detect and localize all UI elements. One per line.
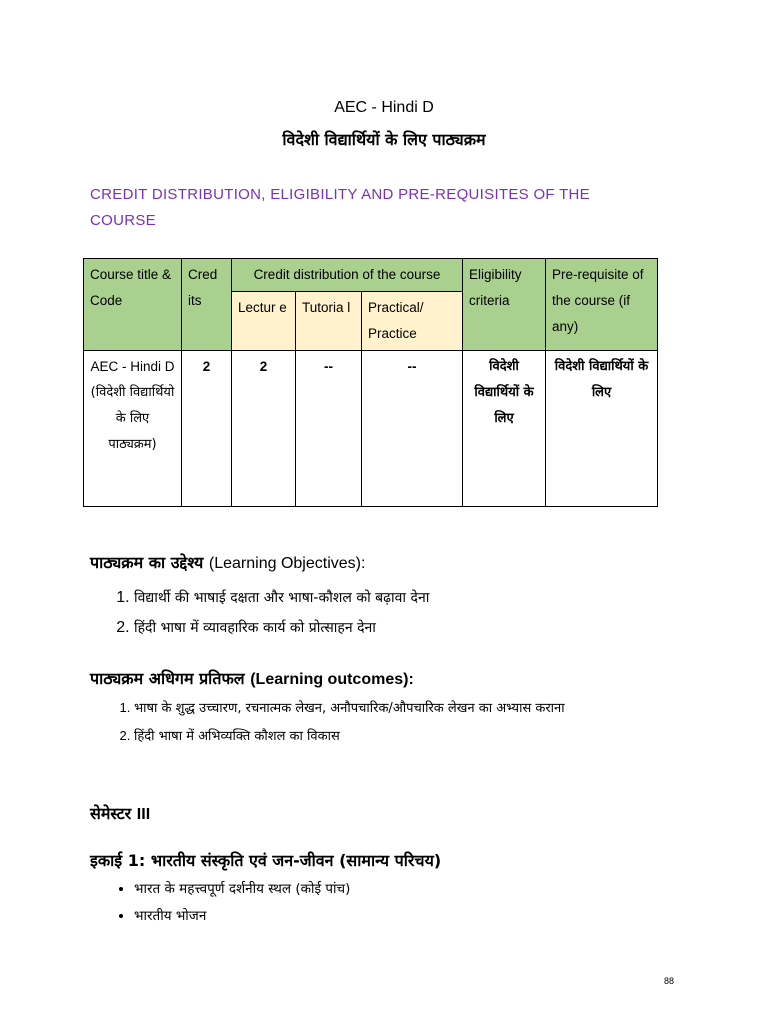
unit-heading: इकाई 1: भारतीय संस्कृति एवं जन-जीवन (सामान्य परिचय) (90, 851, 442, 870)
cell-credits: 2 (182, 351, 232, 507)
course-title: AEC - Hindi D (334, 99, 434, 116)
header-practical: Practical/ Practice (362, 292, 463, 351)
outcomes-heading-hindi: पाठ्यक्रम अधिगम प्रतिफल (90, 669, 245, 688)
unit-topics-list (90, 876, 350, 930)
objectives-heading-english: (Learning Objectives): (208, 555, 366, 572)
semester-number: III (136, 806, 151, 823)
header-lecture: Lectur e (232, 292, 296, 351)
cell-course-title-en: AEC - Hindi D (90, 359, 175, 374)
semester-heading (90, 802, 150, 824)
objectives-list (90, 583, 429, 643)
list-item: • भारतीय भोजन (134, 903, 350, 930)
header-credit-distribution: Credit distribution of the course (232, 259, 463, 292)
cell-practical: -- (362, 351, 463, 507)
outcomes-heading (90, 667, 414, 689)
list-item: 1. भाषा के शुद्ध उच्चारण, रचनात्मक लेखन, अनौपचारिक/औपचारिक लेखन का अभ्यास कराना (134, 694, 565, 722)
table-row (84, 351, 658, 507)
list-item: 1. विद्यार्थी की भाषाई दक्षता और भाषा-कौशल को बढ़ावा देना (134, 583, 429, 613)
credit-distribution-table (83, 258, 658, 507)
list-item: • भारत के महत्त्वपूर्ण दर्शनीय स्थल (कोई पांच) (134, 876, 350, 903)
header-eligibility: Eligibility criteria (463, 259, 546, 351)
cell-eligibility: विदेशी विद्यार्थियों के लिए (463, 351, 546, 507)
cell-lecture: 2 (232, 351, 296, 507)
header-credits: Cred its (182, 259, 232, 351)
table-header-row (84, 259, 658, 292)
list-item: 2. हिंदी भाषा में व्यावहारिक कार्य को प्रोत्साहन देना (134, 613, 429, 643)
cell-prerequisite: विदेशी विद्यार्थियों के लिए (546, 351, 658, 507)
cell-course-title-hi: (विदेशी विद्यार्थियो के लिए पाठ्यक्रम) (90, 385, 175, 452)
outcomes-list (90, 694, 565, 750)
objectives-heading-hindi: पाठ्यक्रम का उद्देश्य (90, 553, 204, 572)
outcomes-heading-english: (Learning outcomes): (250, 671, 414, 688)
header-tutorial: Tutoria l (296, 292, 362, 351)
credit-distribution-heading: CREDIT DISTRIBUTION, ELIGIBILITY AND PRE-REQUISITES OF THE COURSE (90, 186, 590, 229)
course-subtitle-hindi: विदेशी विद्यार्थियों के लिए पाठ्यक्रम (282, 130, 486, 149)
page-number: 88 (664, 976, 675, 986)
cell-course-title (84, 351, 182, 507)
header-course-title: Course title & Code (84, 259, 182, 351)
header-prerequisite: Pre-requisite of the course (if any) (546, 259, 658, 351)
list-item: 2. हिंदी भाषा में अभिव्यक्ति कौशल का विकास (134, 722, 565, 750)
semester-label: सेमेस्टर (90, 804, 132, 823)
cell-tutorial: -- (296, 351, 362, 507)
objectives-heading (90, 551, 365, 573)
